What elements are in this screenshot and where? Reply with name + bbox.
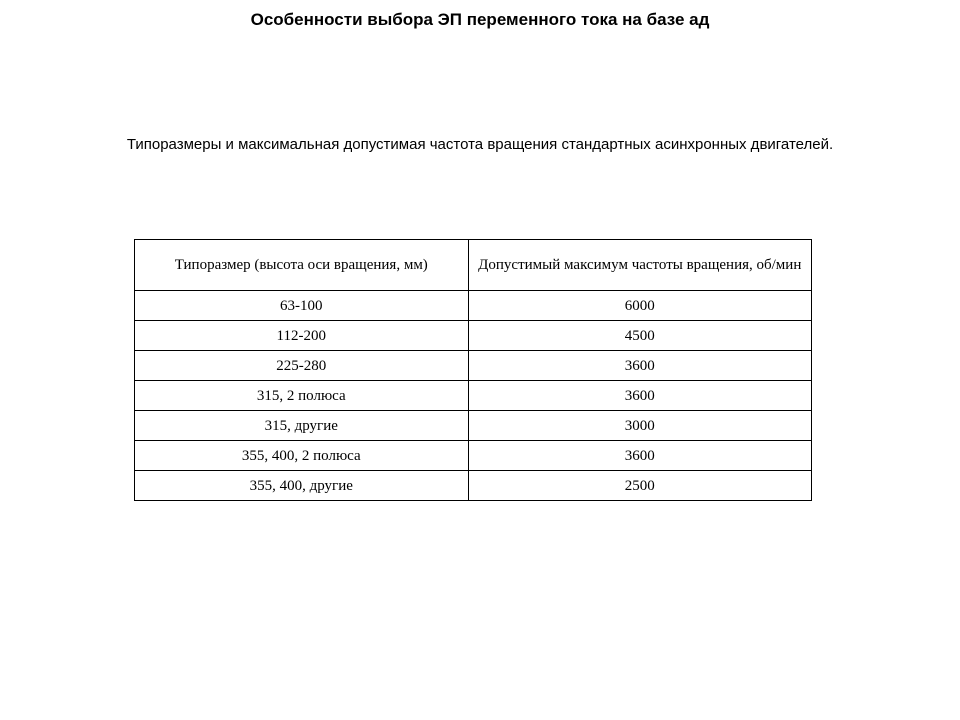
cell-max-speed: 4500 [468, 321, 811, 351]
cell-max-speed: 6000 [468, 291, 811, 321]
cell-max-speed: 3600 [468, 441, 811, 471]
table-row [135, 321, 812, 351]
table-row [135, 351, 812, 381]
cell-frame-size: 355, 400, другие [135, 471, 469, 501]
cell-max-speed: 3600 [468, 351, 811, 381]
header-frame-size: Типоразмер (высота оси вращения, мм) [135, 240, 469, 291]
table-row [135, 381, 812, 411]
header-max-speed: Допустимый максимум частоты вращения, об/мин [468, 240, 811, 291]
table-header-row [135, 240, 812, 291]
table-row [135, 291, 812, 321]
cell-frame-size: 112-200 [135, 321, 469, 351]
cell-frame-size: 315, 2 полюса [135, 381, 469, 411]
table-caption: Типоразмеры и максимальная допустимая частота вращения стандартных асинхронных двигателей. [126, 136, 834, 153]
cell-max-speed: 3000 [468, 411, 811, 441]
slide-title: Особенности выбора ЭП переменного тока на базе ад [250, 10, 710, 29]
cell-frame-size: 225-280 [135, 351, 469, 381]
cell-frame-size: 63-100 [135, 291, 469, 321]
table-row [135, 441, 812, 471]
cell-max-speed: 2500 [468, 471, 811, 501]
motor-speed-table [134, 239, 812, 501]
cell-max-speed: 3600 [468, 381, 811, 411]
cell-frame-size: 355, 400, 2 полюса [135, 441, 469, 471]
table-row [135, 411, 812, 441]
cell-frame-size: 315, другие [135, 411, 469, 441]
table-row [135, 471, 812, 501]
